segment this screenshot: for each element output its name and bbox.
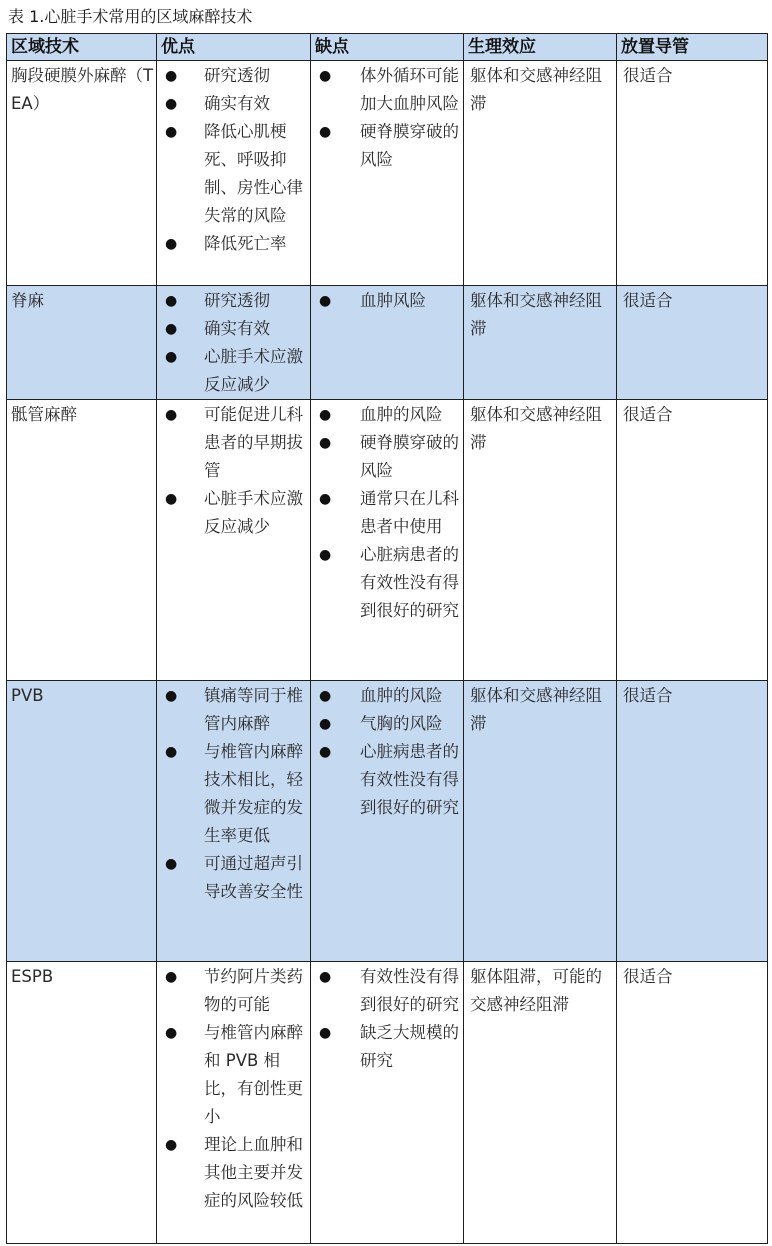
list-item: ● 有效性没有得到很好的研究: [311, 963, 463, 1019]
effect-cell: [464, 681, 617, 962]
pros-cell: [157, 681, 311, 962]
pros-list: [157, 962, 310, 1215]
list-item: ● 降低心肌梗死、呼吸抑制、房性心律失常的风险: [157, 118, 310, 230]
cons-list: [311, 962, 463, 1075]
cons-list: [311, 400, 463, 625]
pros-list: [157, 400, 310, 541]
table-row: [7, 286, 768, 400]
list-item: ● 与椎管内麻醉技术相比，轻微并发症的发生率更低: [157, 738, 310, 850]
list-item: ● 硬脊膜穿破的风险: [311, 118, 463, 174]
pros-list: [157, 286, 310, 399]
list-item: ● 心脏病患者的有效性没有得到很好的研究: [311, 541, 463, 625]
list-item: ● 心脏手术应激反应减少: [157, 485, 310, 541]
list-item: ● 血肿的风险: [311, 682, 463, 710]
list-item: ● 与椎管内麻醉和 PVB 相比，有创性更小: [157, 1019, 310, 1131]
technique-name: 骶管麻醉: [11, 405, 77, 424]
technique-cell: [7, 681, 157, 962]
catheter-text: 很适合: [623, 686, 673, 705]
header-technique: 区域技术: [7, 34, 157, 61]
list-item: ● 心脏手术应激反应减少: [157, 343, 310, 399]
cons-list: [311, 61, 463, 174]
list-item: ● 理论上血肿和其他主要并发症的风险较低: [157, 1131, 310, 1215]
cons-cell: [311, 681, 464, 962]
header-pros: 优点: [157, 34, 311, 61]
header-cons: 缺点: [311, 34, 464, 61]
catheter-cell: [617, 681, 768, 962]
list-item: ● 镇痛等同于椎管内麻醉: [157, 682, 310, 738]
list-item: ● 确实有效: [157, 90, 310, 118]
cons-cell: [311, 400, 464, 681]
list-item: ● 心脏病患者的有效性没有得到很好的研究: [311, 738, 463, 822]
cons-cell: [311, 286, 464, 400]
technique-name: ESPB: [11, 967, 54, 986]
regional-anesthesia-table: [6, 33, 768, 1244]
list-item: ● 气胸的风险: [311, 710, 463, 738]
table-row: [7, 61, 768, 286]
list-item: ● 可通过超声引导改善安全性: [157, 850, 310, 906]
table-row: [7, 962, 768, 1244]
effect-cell: [464, 962, 617, 1244]
header-catheter: 放置导管: [617, 34, 768, 61]
list-item: ● 通常只在儿科患者中使用: [311, 485, 463, 541]
table-caption: 表 1.心脏手术常用的区域麻醉技术: [8, 7, 253, 26]
effect-text: 躯体阻滞，可能的交感神经阻滞: [470, 967, 602, 1014]
list-item: ● 缺乏大规模的研究: [311, 1019, 463, 1075]
technique-cell: [7, 286, 157, 400]
table-row: [7, 681, 768, 962]
effect-text: 躯体和交感神经阻滞: [470, 686, 602, 733]
technique-cell: [7, 962, 157, 1244]
effect-text: 躯体和交感神经阻滞: [470, 405, 602, 452]
catheter-text: 很适合: [623, 291, 673, 310]
list-item: ● 降低死亡率: [157, 230, 310, 258]
pros-cell: [157, 400, 311, 681]
list-item: ● 血肿的风险: [311, 401, 463, 429]
technique-cell: [7, 61, 157, 286]
cons-cell: [311, 962, 464, 1244]
catheter-text: 很适合: [623, 405, 673, 424]
pros-list: [157, 61, 310, 258]
effect-text: 躯体和交感神经阻滞: [470, 291, 602, 338]
technique-cell: [7, 400, 157, 681]
pros-cell: [157, 286, 311, 400]
catheter-text: 很适合: [623, 967, 673, 986]
effect-cell: [464, 286, 617, 400]
catheter-text: 很适合: [623, 66, 673, 85]
effect-text: 躯体和交感神经阻滞: [470, 66, 602, 113]
list-item: ● 硬脊膜穿破的风险: [311, 429, 463, 485]
pros-cell: [157, 962, 311, 1244]
pros-list: [157, 681, 310, 906]
technique-name: 脊麻: [11, 291, 44, 310]
cons-list: [311, 681, 463, 822]
effect-cell: [464, 400, 617, 681]
cons-cell: [311, 61, 464, 286]
list-item: ● 体外循环可能加大血肿风险: [311, 62, 463, 118]
cons-list: [311, 286, 463, 315]
list-item: ● 可能促进儿科患者的早期拔管: [157, 401, 310, 485]
table-row: [7, 400, 768, 681]
technique-name: 胸段硬膜外麻醉（TEA）: [11, 66, 154, 113]
list-item: ● 节约阿片类药物的可能: [157, 963, 310, 1019]
effect-cell: [464, 61, 617, 286]
pros-cell: [157, 61, 311, 286]
list-item: ● 研究透彻: [157, 62, 310, 90]
header-effect: 生理效应: [464, 34, 617, 61]
catheter-cell: [617, 400, 768, 681]
catheter-cell: [617, 61, 768, 286]
header-row: [7, 34, 768, 61]
technique-name: PVB: [11, 686, 44, 705]
list-item: ● 确实有效: [157, 315, 310, 343]
catheter-cell: [617, 286, 768, 400]
list-item: ● 研究透彻: [157, 287, 310, 315]
catheter-cell: [617, 962, 768, 1244]
list-item: ● 血肿风险: [311, 287, 463, 315]
